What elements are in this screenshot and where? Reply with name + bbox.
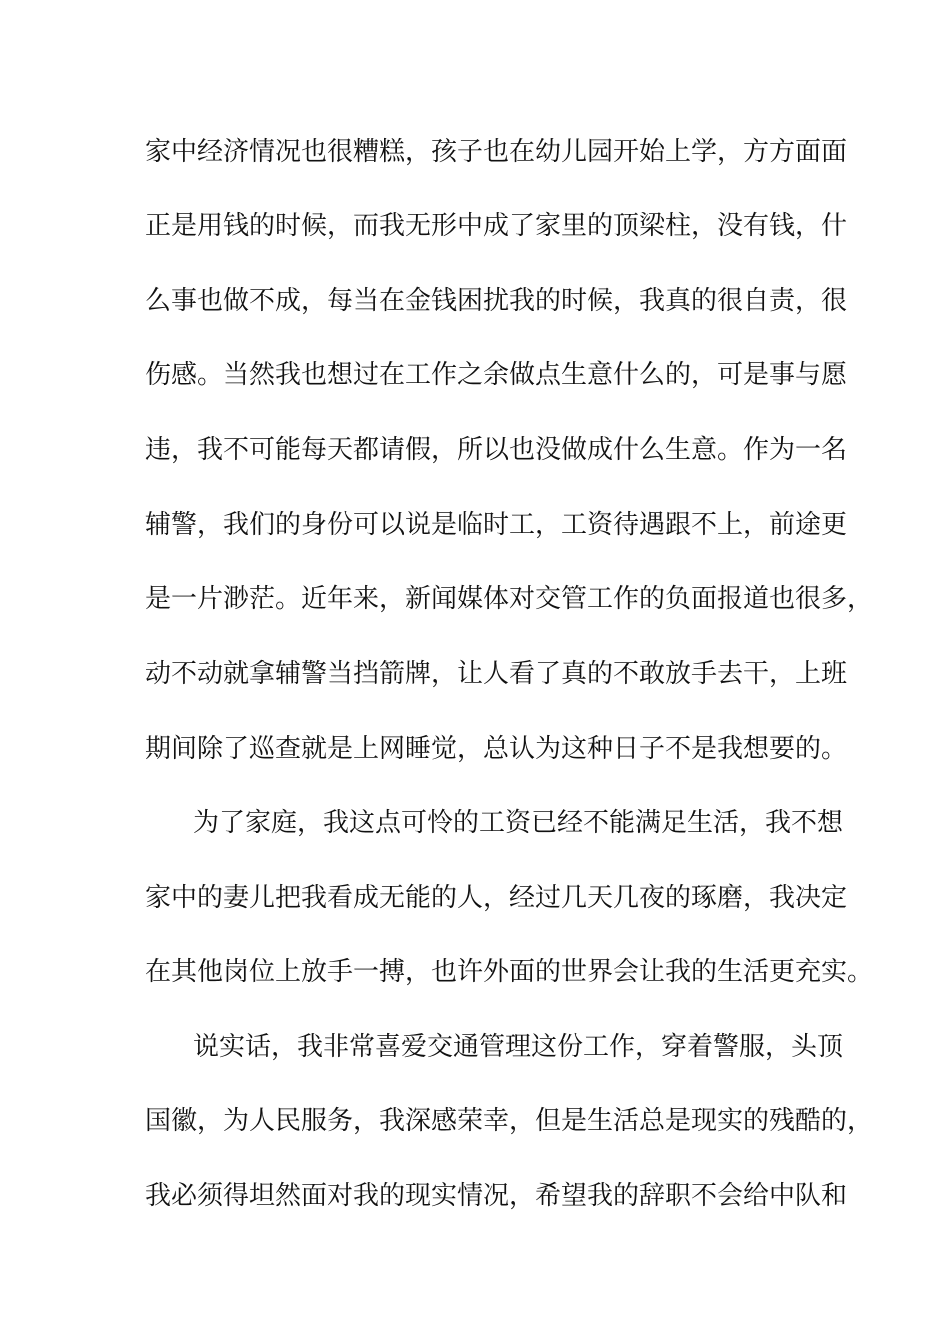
text-line: 是一片渺茫。近年来，新闻媒体对交管工作的负面报道也很多， <box>145 584 874 614</box>
text-line: 我必须得坦然面对我的现实情况，希望我的辞职不会给中队和 <box>145 1181 848 1211</box>
text-line: 辅警，我们的身份可以说是临时工，工资待遇跟不上，前途更 <box>145 510 848 540</box>
paragraph-first-line: 说实话，我非常喜爱交通管理这份工作，穿着警服，头顶 <box>193 1032 844 1062</box>
text-line: 么事也做不成，每当在金钱困扰我的时候，我真的很自责，很 <box>145 286 848 316</box>
text-line: 动不动就拿辅警当挡箭牌，让人看了真的不敢放手去干，上班 <box>145 659 848 689</box>
text-line: 家中经济情况也很糟糕，孩子也在幼儿园开始上学，方方面面 <box>145 137 848 167</box>
text-line: 在其他岗位上放手一搏，也许外面的世界会让我的生活更充实。 <box>145 957 874 987</box>
paragraph-first-line: 为了家庭，我这点可怜的工资已经不能满足生活，我不想 <box>193 808 844 838</box>
text-line: 家中的妻儿把我看成无能的人，经过几天几夜的琢磨，我决定 <box>145 883 848 913</box>
text-line: 正是用钱的时候，而我无形中成了家里的顶梁柱，没有钱，什 <box>145 211 848 241</box>
text-line: 伤感。当然我也想过在工作之余做点生意什么的，可是事与愿 <box>145 360 848 390</box>
text-line: 国徽，为人民服务，我深感荣幸，但是生活总是现实的残酷的， <box>145 1106 874 1136</box>
text-line: 期间除了巡查就是上网睡觉，总认为这种日子不是我想要的。 <box>145 734 848 764</box>
text-line: 违，我不可能每天都请假，所以也没做成什么生意。作为一名 <box>145 435 848 465</box>
